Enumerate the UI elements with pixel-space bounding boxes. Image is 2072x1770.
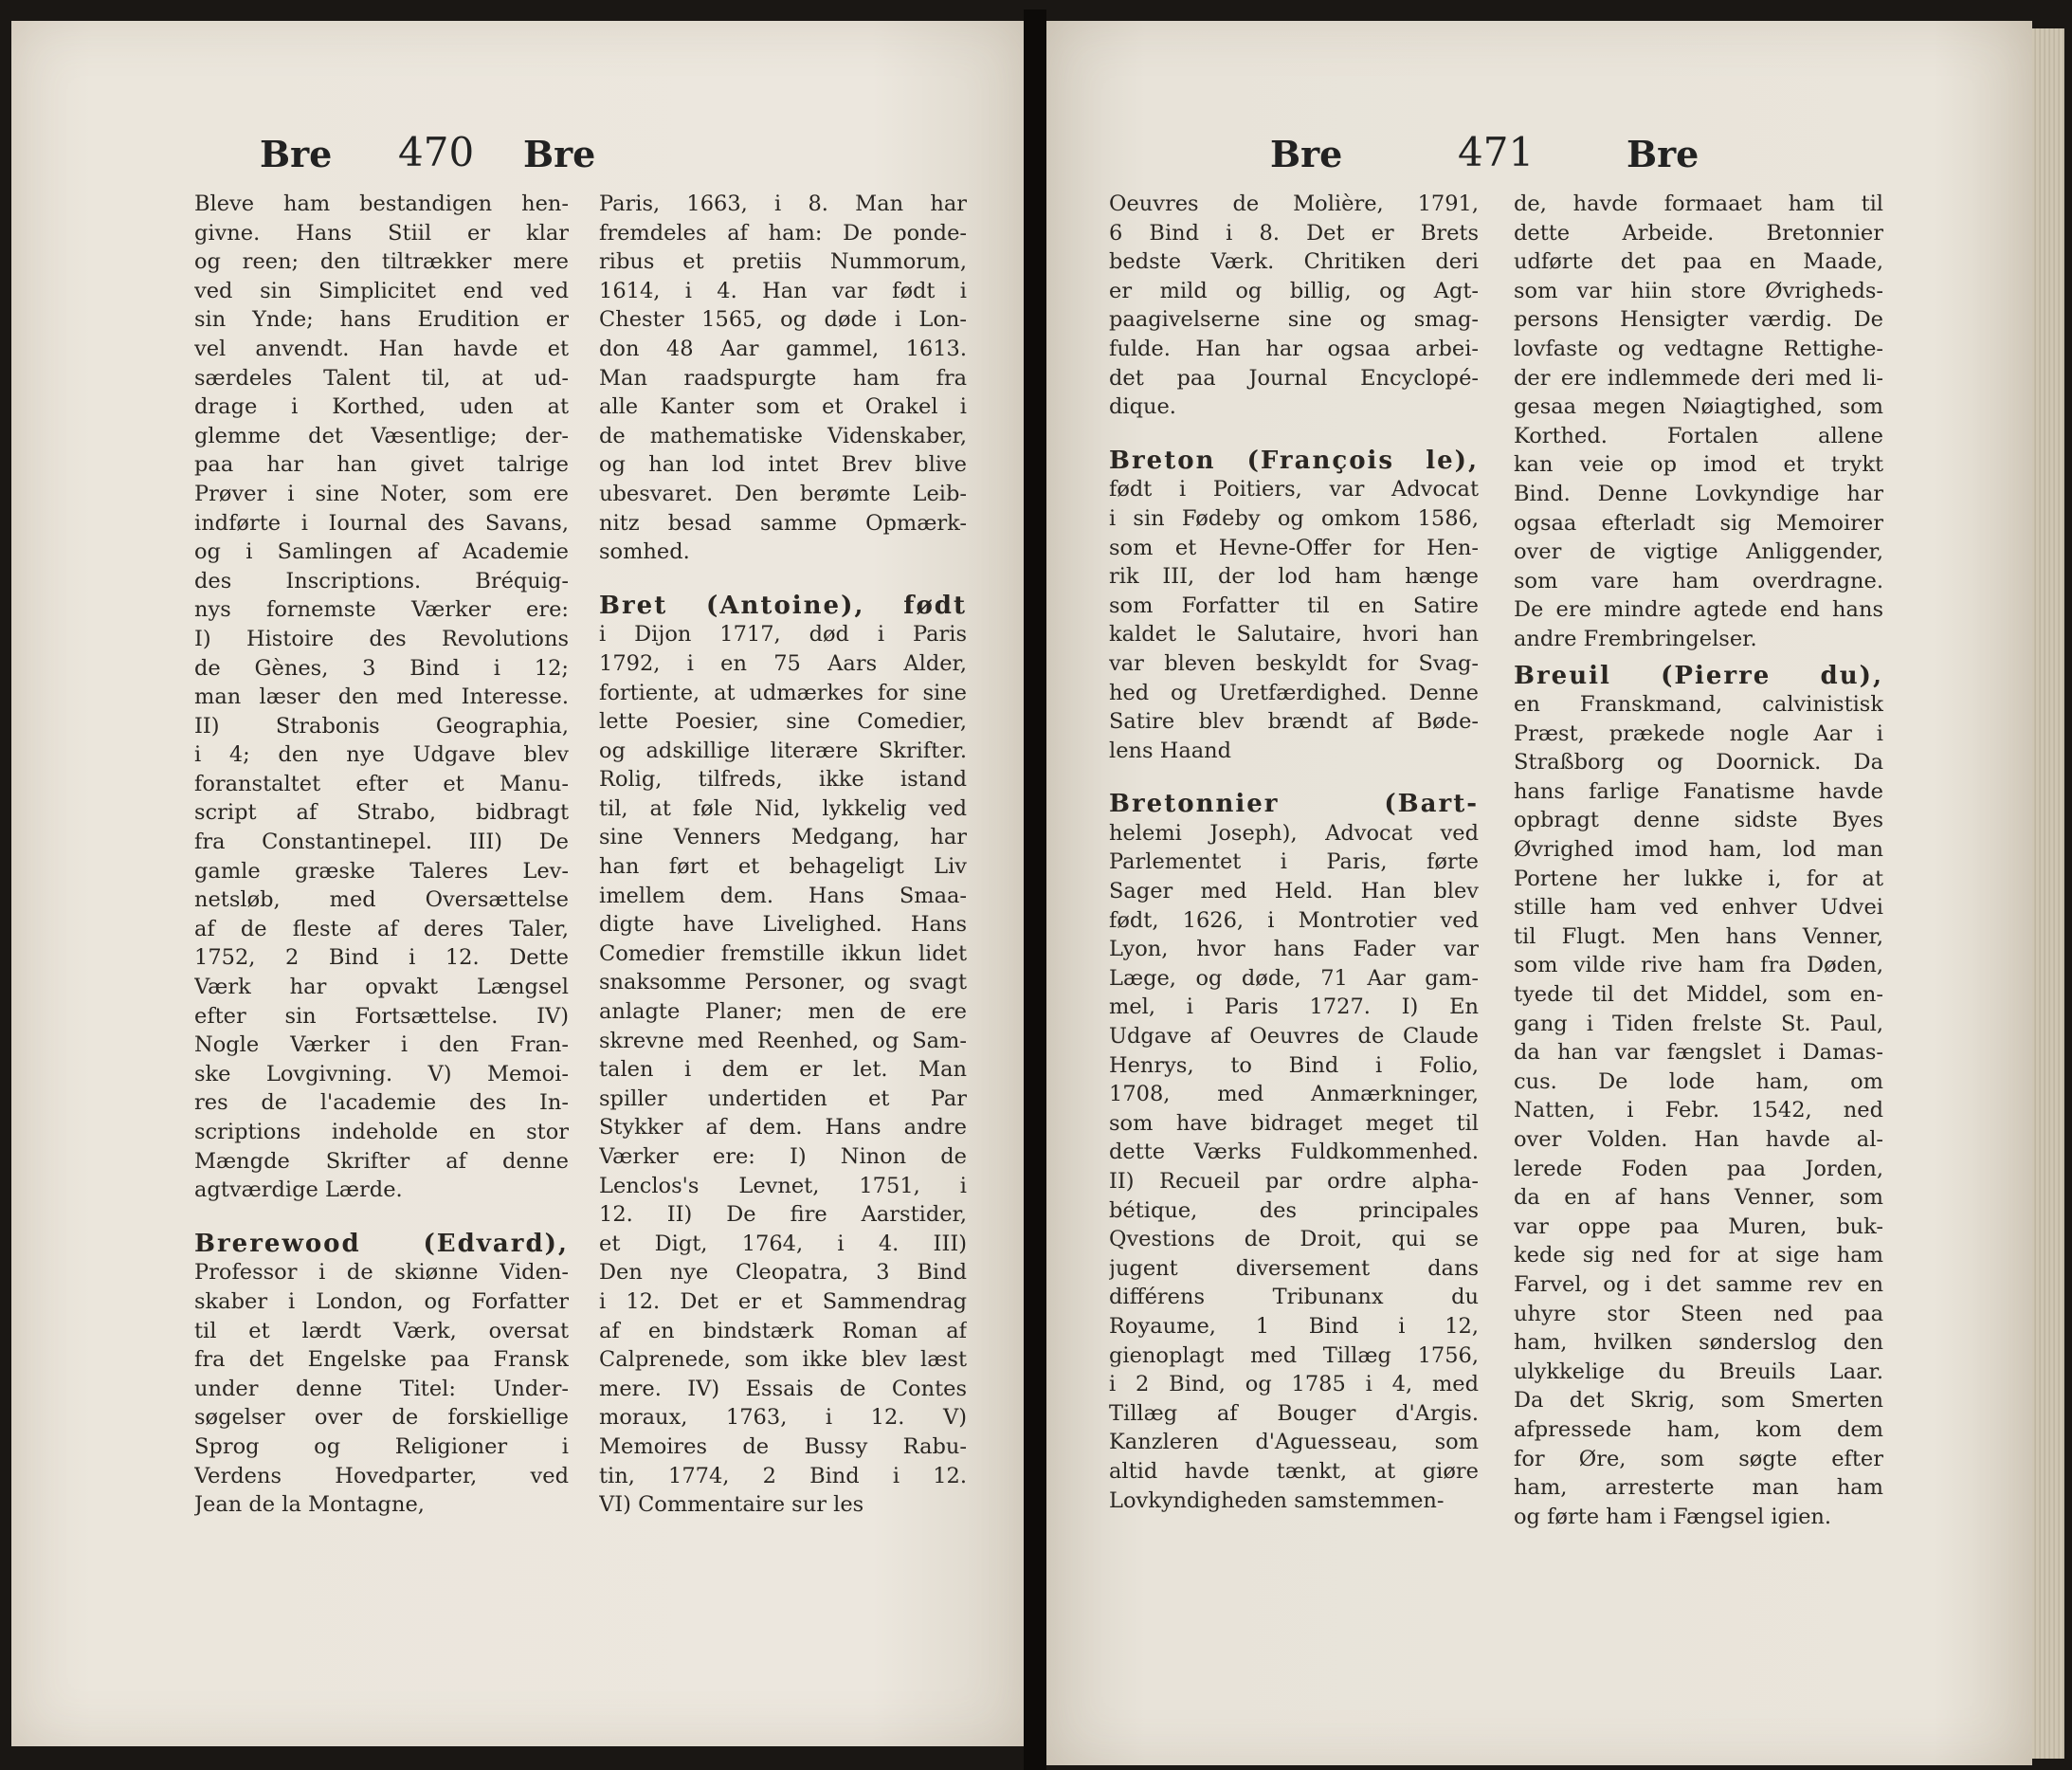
text-line: gang i Tiden frelste St. Paul, — [1514, 1011, 1883, 1036]
text-line: gamle græske Taleres Lev- — [194, 858, 569, 884]
text-line: Lovkyndigheden samstemmen- — [1109, 1487, 1445, 1513]
text-line: givne. Hans Stiil er klar — [194, 220, 569, 246]
text-line: opbragt denne sidste Byes — [1514, 808, 1883, 833]
text-line: Prøver i sine Noter, som ere — [194, 481, 569, 506]
text-line: Man raadspurgte ham fra — [599, 365, 967, 391]
text-line: over Volden. Han havde al- — [1514, 1127, 1883, 1152]
col1-paragraph — [194, 190, 569, 1205]
text-line: fra Constantinepel. III) De — [194, 830, 569, 855]
text-line: drage i Korthed, uden at — [194, 394, 569, 420]
right-header-word-right: Bre — [1627, 133, 1699, 175]
text-line: lens Haand — [1109, 738, 1232, 763]
text-line: er mild og billig, og Agt- — [1109, 278, 1479, 303]
right-page-number: 471 — [1458, 129, 1535, 175]
text-line: hed og Uretfærdighed. Denne — [1109, 680, 1479, 705]
entry-heading-bret: Bret (Antoine), født — [599, 591, 967, 620]
text-line: og i Samlingen af Academie — [194, 539, 569, 565]
text-line: Mængde Skrifter af denne — [194, 1148, 569, 1174]
text-line: Den nye Cleopatra, 3 Bind — [599, 1260, 967, 1286]
text-line: tin, 1774, 2 Bind i 12. — [599, 1463, 967, 1488]
text-line: under denne Titel: Under- — [194, 1376, 569, 1401]
text-line: gienoplagt med Tillæg 1756, — [1109, 1342, 1479, 1368]
text-line: talen i dem er let. Man — [599, 1057, 967, 1083]
text-line: mel, i Paris 1727. I) En — [1109, 994, 1479, 1020]
text-line: Lenclos's Levnet, 1751, i — [599, 1173, 967, 1198]
text-line: til, at føle Nid, lykkelig ved — [599, 795, 967, 821]
text-line: Qvestions de Droit, qui se — [1109, 1227, 1479, 1252]
text-line: Professor i de skiønne Viden- — [194, 1260, 569, 1286]
text-line: en Franskmand, calvinistisk — [1514, 692, 1883, 718]
text-line: foranstaltet efter et Manu- — [194, 771, 569, 796]
text-line: de Gènes, 3 Bind i 12; — [194, 655, 569, 681]
text-line: II) Strabonis Geographia, — [194, 713, 569, 739]
text-line: Bleve ham bestandigen hen- — [194, 192, 569, 216]
text-line: somhed. — [599, 539, 690, 565]
text-line: Oeuvres de Molière, 1791, — [1109, 192, 1479, 216]
text-line: for Øre, som søgte efter — [1514, 1446, 1883, 1471]
text-line: snaksomme Personer, og svagt — [599, 970, 967, 995]
text-line: Rolig, tilfreds, ikke istand — [599, 767, 967, 793]
text-line: 1708, med Anmærkninger, — [1109, 1082, 1479, 1107]
text-line: fulde. Han har ogsaa arbei- — [1109, 336, 1479, 361]
text-column-1 — [194, 190, 569, 1520]
text-line: vel anvendt. Han havde et — [194, 336, 569, 361]
text-line: Læge, og døde, 71 Aar gam- — [1109, 965, 1479, 991]
text-line: afpressede ham, kom dem — [1514, 1416, 1883, 1442]
text-line: 12. II) De fire Aarstider, — [599, 1202, 967, 1228]
text-line: udførte det paa en Maade, — [1514, 249, 1883, 275]
text-line: til Flugt. Men hans Venner, — [1514, 923, 1883, 949]
text-line: sine Venners Medgang, har — [599, 825, 967, 850]
text-line: mere. IV) Essais de Contes — [599, 1376, 967, 1401]
text-line: Jean de la Montagne, — [194, 1492, 425, 1518]
text-line: kaldet le Salutaire, hvori han — [1109, 622, 1479, 648]
text-line: i 2 Bind, og 1785 i 4, med — [1109, 1372, 1479, 1397]
text-line: paagivelserne sine og smag- — [1109, 307, 1479, 333]
col4-paragraph — [1514, 190, 1883, 654]
text-line: som Forfatter til en Satire — [1109, 593, 1479, 618]
text-line: særdeles Talent til, at ud- — [194, 365, 569, 391]
text-line: født i Poitiers, var Advocat — [1109, 477, 1479, 502]
text-column-4 — [1514, 190, 1883, 1531]
text-line: og reen; den tiltrækker mere — [194, 249, 569, 275]
text-line: Portene her lukke i, for at — [1514, 866, 1883, 891]
text-line: lovfaste og vedtagne Rettighe- — [1514, 336, 1883, 361]
text-line: Lyon, hvor hans Fader var — [1109, 937, 1479, 962]
text-line: i 12. Det er et Sammendrag — [599, 1288, 967, 1314]
text-line: Da det Skrig, som Smerten — [1514, 1388, 1883, 1414]
text-line: uhyre stor Steen ned paa — [1514, 1301, 1883, 1326]
text-line: og han lod intet Brev blive — [599, 452, 967, 478]
text-line: 1614, i 4. Han var født i — [599, 278, 967, 303]
text-line: rik III, der lod ham hænge — [1109, 564, 1479, 590]
text-line: Sager med Held. Han blev — [1109, 879, 1479, 904]
text-line: Stykker af dem. Hans andre — [599, 1115, 967, 1140]
text-line: født, 1626, i Montrotier ved — [1109, 907, 1479, 933]
text-line: fortiente, at udmærkes for sine — [599, 680, 967, 705]
text-line: de mathematiske Videnskaber, — [599, 423, 967, 448]
text-line: man læser den med Interesse. — [194, 684, 569, 710]
book-gutter — [1024, 9, 1046, 1770]
text-line: ogsaa efterladt sig Memoirer — [1514, 510, 1883, 536]
text-line: agtværdige Lærde. — [194, 1177, 403, 1203]
text-line: netsløb, med Oversættelse — [194, 887, 569, 913]
text-line: ham, arresterte man ham — [1514, 1475, 1883, 1501]
text-line: digte have Livelighed. Hans — [599, 912, 967, 938]
text-line: ham, hvilken sønderslog den — [1514, 1330, 1883, 1356]
text-line: og førte ham i Fængsel igien. — [1514, 1504, 1832, 1529]
text-line: lerede Foden paa Jorden, — [1514, 1156, 1883, 1181]
text-line: jugent diversement dans — [1109, 1255, 1479, 1281]
text-line: helemi Joseph), Advocat ved — [1109, 820, 1479, 846]
text-line: indførte i Iournal des Savans, — [194, 510, 569, 536]
text-line: Paris, 1663, i 8. Man har — [599, 192, 967, 216]
text-line: Natten, i Febr. 1542, ned — [1514, 1098, 1883, 1123]
text-line: alle Kanter som et Orakel i — [599, 394, 967, 420]
left-header-word-right: Bre — [523, 133, 596, 175]
text-line: af en bindstærk Roman af — [599, 1318, 967, 1343]
text-line: Chester 1565, og døde i Lon- — [599, 307, 967, 333]
text-line: dette Værks Fuldkommenhed. — [1109, 1140, 1479, 1165]
text-line: Nogle Værker i den Fran- — [194, 1032, 569, 1058]
text-line: dette Arbeide. Bretonnier — [1514, 220, 1883, 246]
text-line: ske Lovgivning. V) Memoi- — [194, 1061, 569, 1086]
text-line: Udgave af Oeuvres de Claude — [1109, 1024, 1479, 1049]
text-line: tyede til det Middel, som en- — [1514, 982, 1883, 1008]
text-line: fra det Engelske paa Fransk — [194, 1347, 569, 1373]
text-line: De ere mindre agtede end hans — [1514, 597, 1883, 623]
text-line: sin Ynde; hans Erudition er — [194, 307, 569, 333]
text-line: det paa Journal Encyclopé- — [1109, 365, 1479, 391]
text-column-3 — [1109, 190, 1479, 1515]
text-line: persons Hensigter værdig. De — [1514, 307, 1883, 333]
text-line: over de vigtige Anliggender, — [1514, 539, 1883, 565]
text-line: skaber i London, og Forfatter — [194, 1288, 569, 1314]
text-line: différens Tribunanx du — [1109, 1285, 1479, 1310]
text-line: som var hiin store Øvrigheds- — [1514, 278, 1883, 303]
text-line: Calprenede, som ikke blev læst — [599, 1347, 967, 1373]
text-line: da han var fængslet i Damas- — [1514, 1040, 1883, 1066]
text-line: efter sin Fortsættelse. IV) — [194, 1003, 569, 1029]
text-line: og adskillige literære Skrifter. — [599, 738, 967, 763]
text-line: paa har han givet talrige — [194, 452, 569, 478]
text-line: anlagte Planer; men de ere — [599, 999, 967, 1025]
text-line: Bind. Denne Lovkyndige har — [1514, 481, 1883, 506]
text-line: I) Histoire des Revolutions — [194, 626, 569, 651]
text-line: Værk har opvakt Længsel — [194, 975, 569, 1000]
text-line: stille ham ved enhver Udvei — [1514, 895, 1883, 921]
text-line: nys fornemste Værker ere: — [194, 597, 569, 623]
text-line: Verdens Hovedparter, ved — [194, 1463, 569, 1488]
col2-paragraph-b — [599, 620, 967, 1519]
text-line: Farvel, og i det samme rev en — [1514, 1271, 1883, 1297]
text-line: Værker ere: I) Ninon de — [599, 1144, 967, 1169]
entry-heading-breuil: Breuil (Pierre du), — [1514, 661, 1883, 690]
text-line: ved sin Simplicitet end ved — [194, 278, 569, 303]
entry-heading-breton: Breton (François le), — [1109, 446, 1479, 475]
text-line: Øvrighed imod ham, lod man — [1514, 837, 1883, 863]
text-line: gesaa megen Nøiagtighed, som — [1514, 394, 1883, 420]
text-line: skrevne med Reenhed, og Sam- — [599, 1028, 967, 1053]
text-line: i Dijon 1717, død i Paris — [599, 622, 967, 648]
text-line: Comedier fremstille ikkun lidet — [599, 940, 967, 966]
text-line: cus. De lode ham, om — [1514, 1068, 1883, 1094]
text-line: kede sig ned for at sige ham — [1514, 1243, 1883, 1268]
text-line: Præst, prækede nogle Aar i — [1514, 721, 1883, 746]
text-line: i sin Fødeby og omkom 1586, — [1109, 505, 1479, 531]
text-line: des Inscriptions. Bréquig- — [194, 568, 569, 593]
text-line: 6 Bind i 8. Det er Brets — [1109, 220, 1479, 246]
left-header-word-left: Bre — [260, 133, 333, 175]
text-line: i 4; den nye Udgave blev — [194, 742, 569, 768]
text-line: glemme det Væsentlige; der- — [194, 423, 569, 448]
text-line: dique. — [1109, 394, 1176, 420]
text-line: Straßborg og Doornick. Da — [1514, 750, 1883, 776]
text-line: da en af hans Venner, som — [1514, 1185, 1883, 1211]
text-line: han ført et behageligt Liv — [599, 854, 967, 880]
text-line: don 48 Aar gammel, 1613. — [599, 336, 967, 361]
page-edges — [2032, 28, 2064, 1759]
text-line: 1752, 2 Bind i 12. Dette — [194, 945, 569, 971]
text-line: Sprog og Religioner i — [194, 1433, 569, 1459]
text-line: Kanzleren d'Aguesseau, som — [1109, 1430, 1479, 1455]
text-line: til et lærdt Værk, oversat — [194, 1318, 569, 1343]
text-line: bétique, des principales — [1109, 1197, 1479, 1223]
text-line: scriptions indeholde en stor — [194, 1120, 569, 1144]
text-line: moraux, 1763, i 12. V) — [599, 1405, 967, 1431]
entry-heading-bretonnier: Bretonnier (Bart- — [1109, 790, 1479, 819]
text-line: res de l'academie des In- — [194, 1090, 569, 1116]
text-line: var oppe paa Muren, buk- — [1514, 1213, 1883, 1239]
text-line: andre Frembringelser. — [1514, 626, 1757, 651]
col3-paragraph-b — [1109, 475, 1479, 765]
entry-heading-brerewood: Brerewood (Edvard), — [194, 1229, 569, 1258]
text-line: nitz besad samme Opmærk- — [599, 510, 967, 536]
text-line: hans farlige Fanatisme havde — [1514, 778, 1883, 804]
text-line: 1792, i en 75 Aars Alder, — [599, 650, 967, 676]
right-header-word-left: Bre — [1270, 133, 1343, 175]
text-line: fremdeles af ham: De ponde- — [599, 220, 967, 246]
text-line: ubesvaret. Den berømte Leib- — [599, 481, 967, 506]
right-page-header — [1046, 129, 2032, 190]
text-line: søgelser over de forskiellige — [194, 1405, 569, 1431]
text-line: II) Recueil par ordre alpha- — [1109, 1169, 1479, 1194]
text-line: imellem dem. Hans Smaa- — [599, 883, 967, 908]
col3-paragraph — [1109, 190, 1479, 422]
text-line: der ere indlemmede deri med li- — [1514, 365, 1883, 391]
text-line: spiller undertiden et Par — [599, 1086, 967, 1111]
col4-paragraph-b — [1514, 690, 1883, 1531]
text-line: som vare ham overdragne. — [1514, 568, 1883, 593]
text-line: Henrys, to Bind i Folio, — [1109, 1052, 1479, 1078]
text-line: bedste Værk. Chritiken deri — [1109, 249, 1479, 275]
text-line: altid havde tænkt, at giøre — [1109, 1458, 1479, 1484]
text-line: lette Poesier, sine Comedier, — [599, 709, 967, 735]
text-line: Korthed. Fortalen allene — [1514, 423, 1883, 448]
text-line: VI) Commentaire sur les — [599, 1492, 864, 1518]
text-line: Memoires de Bussy Rabu- — [599, 1433, 967, 1459]
left-page-number: 470 — [398, 129, 475, 175]
col1-paragraph-b — [194, 1258, 569, 1519]
text-line: Royaume, 1 Bind i 12, — [1109, 1313, 1479, 1339]
text-line: script af Strabo, bidbragt — [194, 800, 569, 826]
text-line: kan veie op imod et trykt — [1514, 452, 1883, 478]
text-line: Satire blev brændt af Bøde- — [1109, 709, 1479, 735]
text-line: som have bidraget meget til — [1109, 1110, 1479, 1136]
text-line: ribus et pretiis Nummorum, — [599, 249, 967, 275]
text-line: et Digt, 1764, i 4. III) — [599, 1231, 967, 1256]
text-line: de, havde formaaet ham til — [1514, 192, 1883, 216]
col2-paragraph — [599, 190, 967, 567]
text-column-2 — [599, 190, 967, 1520]
text-line: som et Hevne-Offer for Hen- — [1109, 535, 1479, 560]
text-line: som vilde rive ham fra Døden, — [1514, 953, 1883, 978]
text-line: Parlementet i Paris, førte — [1109, 849, 1479, 875]
text-line: ulykkelige du Breuils Laar. — [1514, 1359, 1883, 1384]
text-line: var bleven beskyldt for Svag- — [1109, 650, 1479, 676]
col3-paragraph-c — [1109, 819, 1479, 1515]
text-line: af de fleste af deres Taler, — [194, 916, 569, 941]
text-line: Tillæg af Bouger d'Argis. — [1109, 1400, 1479, 1426]
left-page-header — [11, 129, 1024, 190]
